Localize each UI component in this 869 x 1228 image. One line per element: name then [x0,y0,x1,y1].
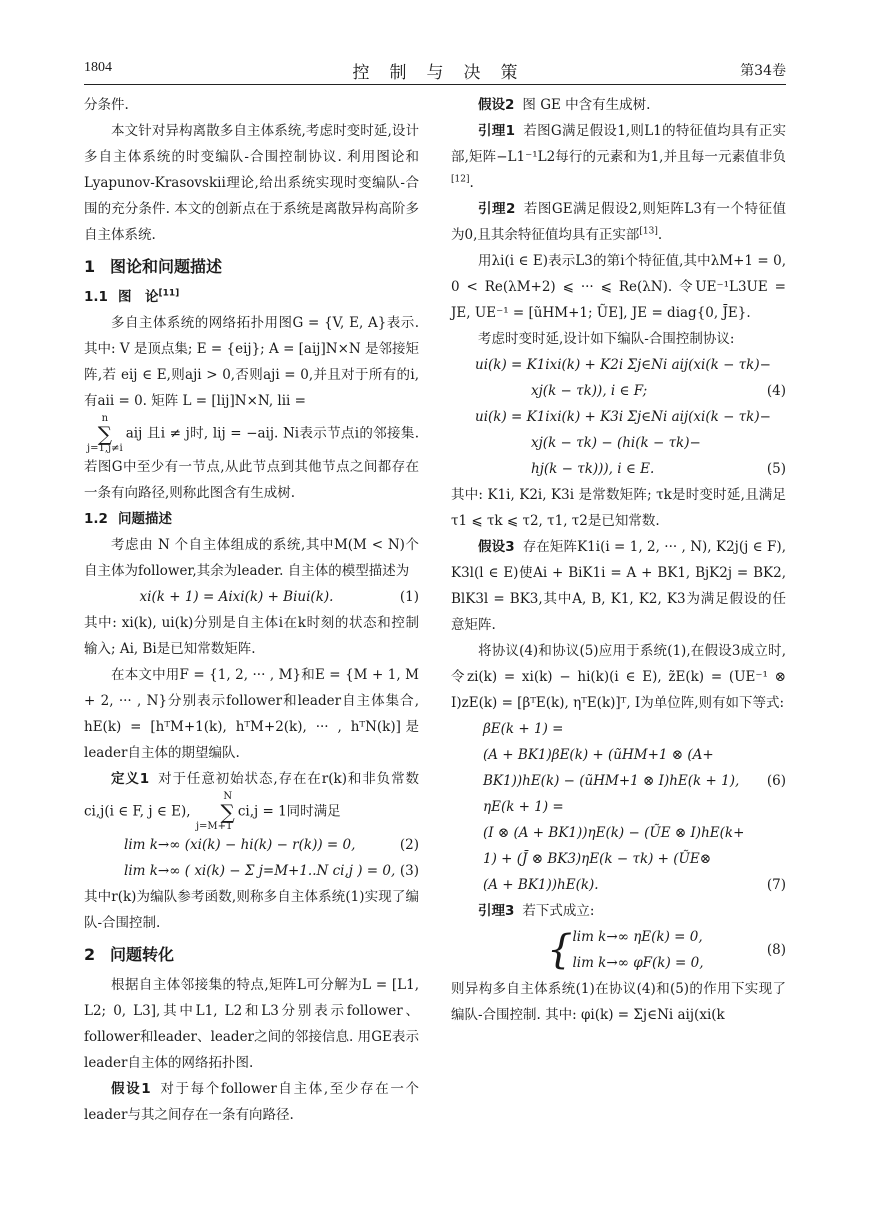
left-brace: { [547,927,573,973]
equation-2 [84,832,419,858]
assumption-1 [84,1076,419,1128]
citation: [12] [451,174,470,185]
right-column [451,92,786,1028]
paragraph: 其中: K1i, K2i, K3i 是常数矩阵; τk是时变时延,且满足τ1 ⩽ τk ⩽ τ2, τ1, τ2是已知常数. [451,487,786,529]
subsection-title: 图 论 [118,289,159,305]
equation-text: βE(k + 1) = [483,721,564,737]
equation-7-line-2 [451,820,786,846]
summation [194,792,235,832]
equation-6-line-3 [451,768,786,794]
sum-lower: j=M+1 [195,821,233,832]
assumption-text: 存在矩阵K1i(i = 1, 2, ··· , N), K2j(j ∈ F), K3l(l ∈ E)使Ai + BiK1i = A + BK1, BjK2j = BK2, BlK3l = BK3,其中A, B, K1, K2, K3为满足假设的任意矩阵. [451,539,786,633]
equation-4-line-2 [451,378,786,404]
equation-text: ui(k) = K1ixi(k) + K3i Σj∈Ni aij(xi(k − τk)− [475,409,771,425]
paragraph: 用λi(i ∈ E)表示L3的第i个特征值,其中λM+1 = 0, 0 < Re(λM+2) ⩽ ··· ⩽ Re(λN). 令UE⁻¹L3UE = JE, UE⁻¹ = [ũHM+1; ŨE], JE = diag{0, J̄E}. [451,253,786,321]
equation-text: lim k→∞ ηE(k) = 0, [572,929,703,945]
equation-number: (6) [766,773,786,789]
equation-cases [572,924,703,976]
lemma-label: 引理2 [478,201,516,217]
lemma-label: 引理3 [478,903,515,919]
lemma-1: 引理1 若图G满足假设1,则L1的特征值均具有正实部,矩阵−L1⁻¹L2每行的元素和为1,并且每一元素值非负[12]. [451,123,787,191]
paragraph: 将协议(4)和协议(5)应用于系统(1),在假设3成立时,令zi(k) = xi(k) − hi(k)(i ∈ E), z̃E(k) = (UE⁻¹ ⊗ I)zE(k) = [βᵀE(k), ηᵀE(k)]ᵀ, I为单位阵,则有如下等式: [451,643,786,711]
section-heading [84,252,419,282]
lemma-2: 引理2 若图GE满足假设2,则矩阵L3有一个特征值为0,且其余特征值均具有正实部[13]. [451,201,786,243]
equation-4-line-1 [451,352,786,378]
lemma-text: 若图GE满足假设2,则矩阵L3有一个特征值为0,且其余特征值均具有正实部 [451,201,786,243]
equation-text: ui(k) = K1ixi(k) + K2i Σj∈Ni aij(xi(k − τk)− [475,357,771,373]
equation-number: (5) [766,461,786,477]
paragraph [84,414,419,506]
equation-6-line-1 [451,716,786,742]
assumption-label: 假设3 [478,539,515,555]
equation-3 [84,858,419,884]
assumption-3 [451,534,786,638]
paragraph: 其中r(k)为编队参考函数,则称多自主体系统(1)实现了编队-合围控制. [84,889,419,931]
paragraph: 其中: xi(k), ui(k)分别是自主体i在k时刻的状态和控制输入; Ai, Bi是已知常数矩阵. [84,615,419,657]
equation-8 [451,924,786,976]
equation-text: ηE(k + 1) = [483,799,564,815]
sum-lower: j=1,j≠i [87,443,123,454]
equation-number: (1) [399,589,419,605]
assumption-label: 假设2 [478,97,515,113]
sum-upper: N [223,791,233,802]
section-number: 2 [84,945,96,964]
left-column [84,92,419,1128]
equation-text: hj(k − τk))), i ∈ E. [531,461,655,477]
equation-5-line-1 [451,404,786,430]
definition-text: ci,j = 1同时满足 [237,803,341,820]
equation-text: xj(k − τk)), i ∈ F; [531,383,648,399]
lemma-text: 若下式成立: [522,903,595,919]
paragraph-text: aij 且i ≠ j时, lij = −aij. Ni表示节点i的邻接集. 若图G中至少有一节点,从此节点到其他节点之间都存在一条有向路径,则称此图含有生成树. [84,425,419,501]
equation-text: (A + BK1))hE(k). [483,877,599,893]
paragraph: 考虑时变时延,设计如下编队-合围控制协议: [478,331,735,347]
equation-number: (7) [766,877,786,893]
citation: [11] [158,288,180,299]
equation-7-line-4 [451,872,786,898]
equation-5-line-3 [451,456,786,482]
lemma-3 [451,898,786,924]
page-header [84,58,786,85]
journal-title: 控制与决策 [352,63,538,83]
equation-text: BK1))hE(k) − (ũHM+1 ⊗ I)hE(k + 1), [483,773,740,789]
definition-text: 对于任意初始状态,存在在r(k)和非负常数ci,j(i ∈ F, j ∈ E), [84,771,419,820]
paragraph: 本文针对异构离散多自主体系统,考虑时变时延,设计多自主体系统的时变编队-合围控制协议. 利用图论和Lyapunov-Krasovskii理论,给出系统实现时变编队-合围的充分条件. 本文的创新点在于系统是离散异构高阶多自主体系统. [84,123,419,243]
equation-text: 1) + (J̄ ⊗ BK3)ηE(k − τk) + (ŨE⊗ [483,851,712,867]
equation-text: (I ⊗ (A + BK1))ηE(k) − (ŨE ⊗ I)hE(k+ [483,825,745,841]
equation-6-line-2 [451,742,786,768]
equation-text: lim k→∞ ( xi(k) − Σ j=M+1..N ci,j ) = 0, [124,863,396,879]
sigma-symbol: ∑ [220,800,235,824]
equation-5-line-2 [451,430,786,456]
paragraph-text: 多自主体系统的网络拓扑用图G = {V, E, A}表示. 其中: V 是顶点集; E = {eij}; A = [aij]N×N 是邻接矩阵,若 eij ∈ E,则aji > 0,否则aji = 0,并且对于所有的i,有aii = 0. 矩阵 L = [lij]N×N, lii = [84,315,419,409]
equation-text: lim k→∞ (xi(k) − hi(k) − r(k)) = 0, [124,837,356,853]
paragraph: 则异构多自主体系统(1)在协议(4)和(5)的作用下实现了编队-合围控制. 其中: φi(k) = Σj∈Ni aij(xi(k [451,981,786,1023]
paragraph [84,310,419,414]
equation-text: xi(k + 1) = Aixi(k) + Biui(k). [139,589,334,605]
paragraph: 在本文中用F = {1, 2, ··· , M}和E = {M + 1, M + 2, ··· , N}分别表示follower和leader自主体集合, hE(k) = [hᵀM+1(k), hᵀM+2(k), ··· , hᵀN(k)]是leader自主体的期望编队. [84,667,419,761]
citation: [13] [639,226,658,237]
assumption-2 [451,92,786,118]
equation-text: (A + BK1)βE(k) + (ũHM+1 ⊗ (A+ [483,747,714,763]
equation-number: (4) [766,383,786,399]
equation-7-line-3 [451,846,786,872]
summation [87,414,123,454]
equation-1 [84,584,419,610]
subsection-heading [84,506,419,532]
subsection-title: 问题描述 [118,511,172,527]
volume-label: 第34卷 [740,63,786,79]
equation-text: xj(k − τk) − (hi(k − τk)− [531,435,701,451]
sigma-symbol: ∑ [97,422,112,446]
subsection-number: 1.1 [84,289,108,305]
page-number: 1804 [84,60,112,75]
equation-text: lim k→∞ φF(k) = 0, [572,955,704,971]
section-title: 问题转化 [110,945,175,964]
definition-label: 定义1 [111,771,150,787]
section-number: 1 [84,257,96,276]
subsection-heading [84,284,419,310]
lemma-label: 引理1 [478,123,516,139]
subsection-number: 1.2 [84,511,108,527]
section-title: 图论和问题描述 [110,257,223,276]
definition-1 [84,766,419,832]
sum-upper: n [101,413,109,424]
lemma-text: 若图G满足假设1,则L1的特征值均具有正实部,矩阵−L1⁻¹L2每行的元素和为1,并且每一元素值非负 [451,123,787,165]
paragraph: 考虑由 N 个自主体组成的系统,其中M(M < N)个自主体为follower,其余为leader. 自主体的模型描述为 [84,537,419,579]
paragraph: 根据自主体邻接集的特点,矩阵L可分解为L = [L1, L2; 0, L3],其中L1, L2和L3分别表示follower、follower和leader、leader之间的邻接信息. 用GE表示leader自主体的网络拓扑图. [84,977,419,1071]
paragraph: 分条件. [84,97,129,113]
assumption-label: 假设1 [111,1081,151,1097]
equation-number: (2) [399,837,419,853]
equation-7-line-1 [451,794,786,820]
equation-number: (8) [766,942,786,958]
section-heading [84,940,419,970]
equation-number: (3) [399,863,419,879]
assumption-text: 图 GE 中含有生成树. [522,97,651,113]
assumption-text: 对于每个follower自主体,至少存在一个leader与其之间存在一条有向路径. [84,1081,419,1123]
